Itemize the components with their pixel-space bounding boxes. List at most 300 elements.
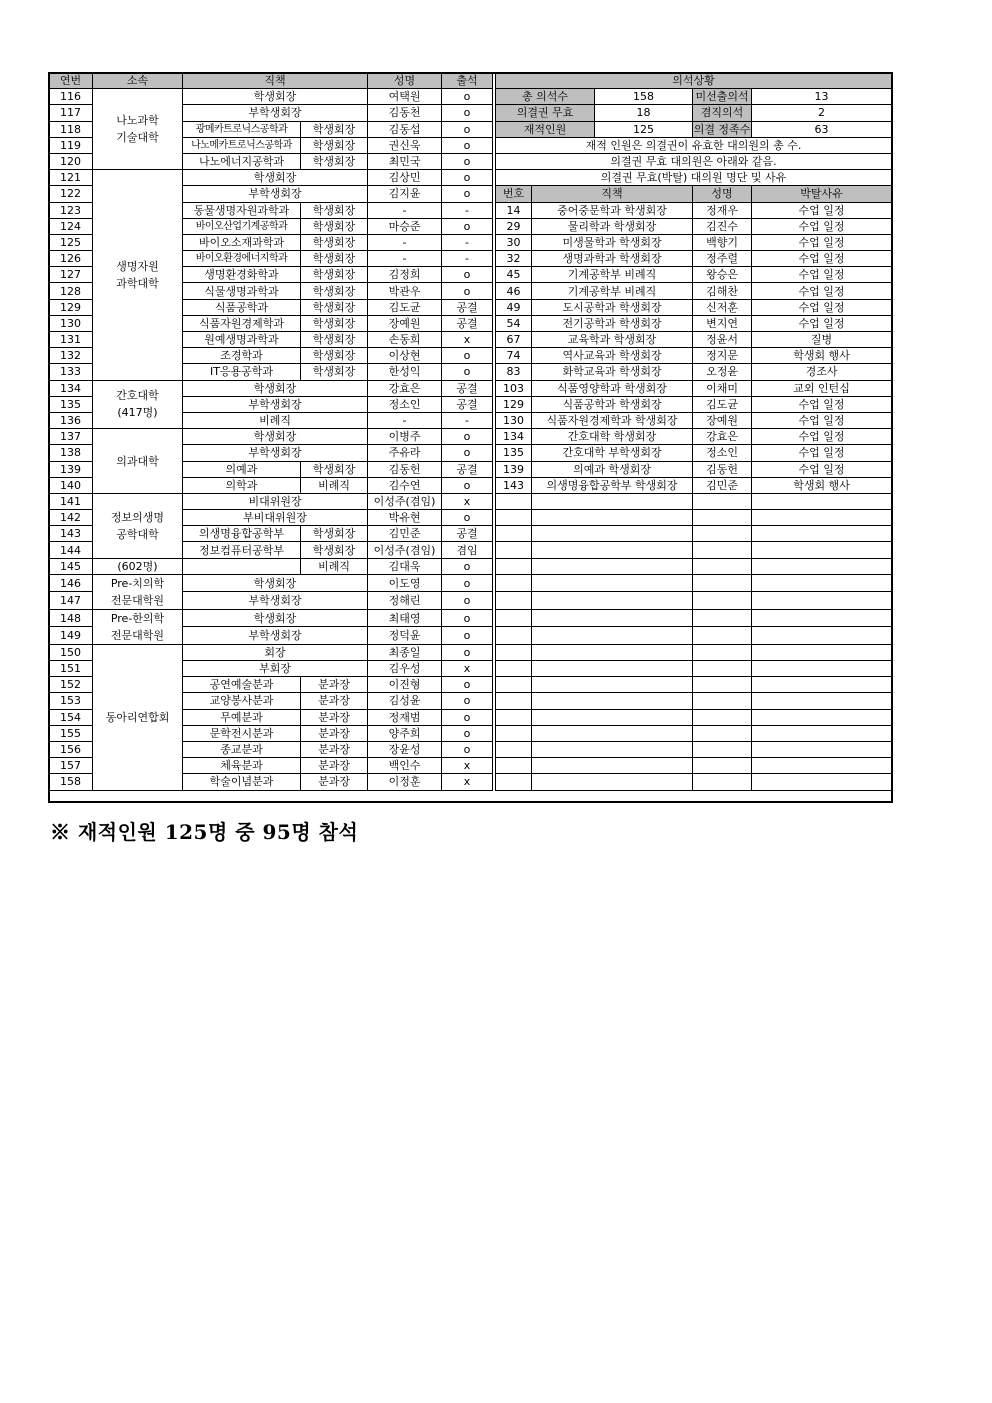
revoked-name (693, 542, 752, 558)
revoked-number (496, 677, 532, 693)
department-cell (93, 644, 183, 790)
attendance-cell: o (442, 477, 493, 493)
header-name: 성명 (368, 73, 442, 89)
revoked-reason (752, 493, 892, 509)
name-cell: 손동희 (368, 332, 442, 348)
revoked-position (532, 758, 693, 774)
revoked-position: 식품자원경제학과 학생회장 (532, 412, 693, 428)
revoked-reason (752, 542, 892, 558)
attendance-cell: o (442, 218, 493, 234)
header-num: 연번 (49, 73, 93, 89)
attendance-cell: o (442, 348, 493, 364)
revoked-number: 130 (496, 412, 532, 428)
revoked-position: 중어중문학과 학생회장 (532, 202, 693, 218)
role-cell: 학생회장 (301, 283, 368, 299)
revoked-position: 기계공학부 비례직 (532, 283, 693, 299)
revoked-reason (752, 709, 892, 725)
revoked-position: 화학교육과 학생회장 (532, 364, 693, 380)
name-cell: 최종일 (368, 644, 442, 660)
department-label-line: 정보의생명 (110, 510, 165, 524)
row-number: 116 (49, 89, 93, 105)
role-cell: 학생회장 (301, 121, 368, 137)
revoked-reason: 경조사 (752, 364, 892, 380)
row-number: 128 (49, 283, 93, 299)
revoked-reason (752, 644, 892, 660)
department-name-cell: 원예생명과학과 (183, 332, 301, 348)
department-label-line: Pre-한의학 (110, 611, 165, 625)
attendance-cell: 겸임 (442, 542, 493, 558)
attendance-cell: 공결 (442, 299, 493, 315)
revoked-position: 도시공학과 학생회장 (532, 299, 693, 315)
role-cell: 학생회장 (301, 348, 368, 364)
revoked-reason (752, 592, 892, 610)
name-cell: 한성익 (368, 364, 442, 380)
revoked-name: 정윤서 (693, 332, 752, 348)
name-cell: 김동헌 (368, 461, 442, 477)
revoked-position (532, 542, 693, 558)
row-number: 127 (49, 267, 93, 283)
row-number: 137 (49, 429, 93, 445)
name-cell: - (368, 412, 442, 428)
attendance-cell: x (442, 774, 493, 790)
attendance-cell: o (442, 186, 493, 202)
position-cell: 학생회장 (183, 89, 368, 105)
revoked-number: 103 (496, 380, 532, 396)
stat-value: 63 (752, 121, 892, 137)
revoked-number: 49 (496, 299, 532, 315)
revoked-position: 의생명융합공학부 학생회장 (532, 477, 693, 493)
revoked-reason (752, 609, 892, 627)
department-label-line: 의과대학 (116, 454, 159, 468)
position-cell: 회장 (183, 644, 368, 660)
attendance-cell: o (442, 267, 493, 283)
name-cell: 마승준 (368, 218, 442, 234)
role-cell: 학생회장 (301, 202, 368, 218)
name-cell: 정재범 (368, 709, 442, 725)
revoked-reason: 수업 일정 (752, 283, 892, 299)
attendance-cell: o (442, 429, 493, 445)
header-seat-status: 의석상황 (496, 73, 892, 89)
name-cell: 이도영 (368, 574, 442, 592)
name-cell: 김정희 (368, 267, 442, 283)
row-number: 155 (49, 725, 93, 741)
row-number: 147 (49, 592, 93, 610)
revoked-position (532, 709, 693, 725)
row-number: 151 (49, 661, 93, 677)
position-cell: 비대위원장 (183, 493, 368, 509)
attendance-cell: - (442, 234, 493, 250)
name-cell: - (368, 251, 442, 267)
department-name-cell: 바이오소재과학과 (183, 234, 301, 250)
department-name-cell (183, 558, 301, 574)
role-cell: 학생회장 (301, 526, 368, 542)
stat-value: 2 (752, 105, 892, 121)
revoked-position: 기계공학부 비례직 (532, 267, 693, 283)
revoked-reason (752, 558, 892, 574)
name-cell: 김지윤 (368, 186, 442, 202)
row-number: 139 (49, 461, 93, 477)
header-dept: 소속 (93, 73, 183, 89)
note-text: 재적 인원은 의결권이 유효한 대의원의 총 수. (496, 137, 892, 153)
revoked-position (532, 725, 693, 741)
row-number: 136 (49, 412, 93, 428)
department-name-cell: 정보컴퓨터공학부 (183, 542, 301, 558)
note-text: 의결권 무효 대의원은 아래와 같음. (496, 153, 892, 169)
attendance-cell: o (442, 693, 493, 709)
name-cell: 정덕윤 (368, 627, 442, 645)
row-number: 133 (49, 364, 93, 380)
stat-value: 125 (595, 121, 693, 137)
revoked-position (532, 526, 693, 542)
department-cell (93, 574, 183, 609)
list-header-position: 직책 (532, 186, 693, 202)
name-cell: 김민준 (368, 526, 442, 542)
revoked-name (693, 693, 752, 709)
position-cell: 부학생회장 (183, 105, 368, 121)
revoked-position: 미생물학과 학생회장 (532, 234, 693, 250)
role-cell: 학생회장 (301, 332, 368, 348)
stat-value: 13 (752, 89, 892, 105)
attendance-cell: 공결 (442, 380, 493, 396)
stat-value: 158 (595, 89, 693, 105)
attendance-cell: o (442, 105, 493, 121)
attendance-cell: o (442, 627, 493, 645)
attendance-cell: o (442, 574, 493, 592)
revoked-name: 정주렬 (693, 251, 752, 267)
revoked-number: 30 (496, 234, 532, 250)
department-label-line: 나노과학 (116, 114, 159, 128)
revoked-position (532, 574, 693, 592)
attendance-cell: 공결 (442, 315, 493, 331)
department-name-cell: 나노에너지공학과 (183, 153, 301, 169)
revoked-position (532, 741, 693, 757)
table-row (49, 493, 892, 509)
attendance-cell: o (442, 510, 493, 526)
attendance-cell: o (442, 445, 493, 461)
revoked-position: 역사교육과 학생회장 (532, 348, 693, 364)
row-number: 135 (49, 396, 93, 412)
revoked-reason: 질병 (752, 332, 892, 348)
revoked-position: 물리학과 학생회장 (532, 218, 693, 234)
revoked-reason: 수업 일정 (752, 234, 892, 250)
name-cell: 이정훈 (368, 774, 442, 790)
revoked-reason: 수업 일정 (752, 315, 892, 331)
list-header-num: 번호 (496, 186, 532, 202)
row-number: 149 (49, 627, 93, 645)
attendance-cell: 공결 (442, 461, 493, 477)
row-number: 152 (49, 677, 93, 693)
revoked-reason (752, 526, 892, 542)
revoked-name (693, 627, 752, 645)
revoked-reason: 수업 일정 (752, 218, 892, 234)
table-row (49, 609, 892, 627)
revoked-reason: 수업 일정 (752, 251, 892, 267)
row-number: 124 (49, 218, 93, 234)
revoked-number: 67 (496, 332, 532, 348)
name-cell: - (368, 234, 442, 250)
row-number: 156 (49, 741, 93, 757)
revoked-number: 74 (496, 348, 532, 364)
stat-label: 재적인원 (496, 121, 595, 137)
revoked-name: 정재우 (693, 202, 752, 218)
role-cell: 학생회장 (301, 364, 368, 380)
role-cell: 학생회장 (301, 267, 368, 283)
department-cell (93, 170, 183, 380)
position-cell: 부학생회장 (183, 445, 368, 461)
attendance-cell: o (442, 709, 493, 725)
row-number: 123 (49, 202, 93, 218)
header-row (49, 73, 892, 89)
attendance-cell: 공결 (442, 396, 493, 412)
attendance-summary: ※ 재적인원 125명 중 95명 참석 (50, 820, 359, 844)
department-name-cell: IT응용공학과 (183, 364, 301, 380)
revoked-position (532, 661, 693, 677)
revoked-number (496, 644, 532, 660)
position-cell: 학생회장 (183, 609, 368, 627)
row-number: 154 (49, 709, 93, 725)
name-cell: 김우성 (368, 661, 442, 677)
row-number: 121 (49, 170, 93, 186)
revoked-position: 간호대학 학생회장 (532, 429, 693, 445)
revoked-name: 정소인 (693, 445, 752, 461)
revoked-name: 신저훈 (693, 299, 752, 315)
header-attend: 출석 (442, 73, 493, 89)
name-cell: 김도균 (368, 299, 442, 315)
attendance-cell: x (442, 661, 493, 677)
stat-value: 18 (595, 105, 693, 121)
department-label-line: (417명) (117, 406, 158, 420)
revoked-name: 변지연 (693, 315, 752, 331)
role-cell: 분과장 (301, 774, 368, 790)
row-number: 118 (49, 121, 93, 137)
revoked-name: 김진수 (693, 218, 752, 234)
revoked-reason: 수업 일정 (752, 445, 892, 461)
role-cell: 학생회장 (301, 137, 368, 153)
name-cell: 김수연 (368, 477, 442, 493)
name-cell: 김성윤 (368, 693, 442, 709)
row-number: 157 (49, 758, 93, 774)
revoked-reason (752, 574, 892, 592)
role-cell: 분과장 (301, 741, 368, 757)
attendance-cell: - (442, 202, 493, 218)
row-number: 143 (49, 526, 93, 542)
revoked-reason (752, 661, 892, 677)
name-cell: 강효은 (368, 380, 442, 396)
revoked-name (693, 725, 752, 741)
department-name-cell: 동물생명자원과학과 (183, 202, 301, 218)
row-number: 146 (49, 574, 93, 592)
revoked-number (496, 592, 532, 610)
revoked-name (693, 574, 752, 592)
name-cell: 김동천 (368, 105, 442, 121)
attendance-cell: - (442, 412, 493, 428)
name-cell: 양주희 (368, 725, 442, 741)
role-cell: 비례직 (301, 558, 368, 574)
revoked-number (496, 493, 532, 509)
name-cell: 백인수 (368, 758, 442, 774)
attendance-cell: o (442, 137, 493, 153)
revoked-name: 왕승은 (693, 267, 752, 283)
department-extra: (602명) (93, 558, 183, 574)
revoked-reason (752, 627, 892, 645)
revoked-number (496, 741, 532, 757)
attendance-cell: 공결 (442, 526, 493, 542)
department-label-line: 전문대학원 (110, 628, 165, 642)
attendance-cell: o (442, 121, 493, 137)
revoked-number (496, 526, 532, 542)
department-name-cell: 식품공학과 (183, 299, 301, 315)
row-number: 138 (49, 445, 93, 461)
name-cell: 여택원 (368, 89, 442, 105)
revoked-number: 46 (496, 283, 532, 299)
revoked-reason: 학생회 행사 (752, 348, 892, 364)
revoked-position (532, 609, 693, 627)
revoked-name (693, 493, 752, 509)
list-header-name: 성명 (693, 186, 752, 202)
position-cell: 학생회장 (183, 574, 368, 592)
revoked-number: 14 (496, 202, 532, 218)
row-number: 131 (49, 332, 93, 348)
role-cell: 학생회장 (301, 461, 368, 477)
revoked-name (693, 677, 752, 693)
role-cell: 학생회장 (301, 299, 368, 315)
revoked-position (532, 493, 693, 509)
name-cell: 최태영 (368, 609, 442, 627)
row-number: 129 (49, 299, 93, 315)
name-cell: 이상현 (368, 348, 442, 364)
revoked-position (532, 677, 693, 693)
role-cell: 학생회장 (301, 153, 368, 169)
attendance-cell: x (442, 758, 493, 774)
revoked-position (532, 510, 693, 526)
row-number: 144 (49, 542, 93, 558)
department-name-cell: 종교분과 (183, 741, 301, 757)
department-label-line: 생명자원 (116, 259, 159, 273)
department-name-cell: 문학전시분과 (183, 725, 301, 741)
revoked-position (532, 627, 693, 645)
revoked-reason: 수업 일정 (752, 202, 892, 218)
revoked-name (693, 510, 752, 526)
attendance-cell: x (442, 493, 493, 509)
position-cell: 학생회장 (183, 429, 368, 445)
row-number: 140 (49, 477, 93, 493)
revoked-name: 이채미 (693, 380, 752, 396)
department-name-cell: 바이오환경에너지학과 (183, 251, 301, 267)
revoked-name (693, 741, 752, 757)
stat-label: 총 의석수 (496, 89, 595, 105)
row-number: 117 (49, 105, 93, 121)
department-cell (93, 89, 183, 170)
revoked-position: 식품공학과 학생회장 (532, 396, 693, 412)
revoked-number: 134 (496, 429, 532, 445)
department-label-line: 공학대학 (116, 527, 159, 541)
revoked-reason (752, 741, 892, 757)
position-cell: 부학생회장 (183, 592, 368, 610)
attendance-cell: o (442, 170, 493, 186)
department-cell (93, 380, 183, 429)
name-cell: 주유라 (368, 445, 442, 461)
department-name-cell: 식품자원경제학과 (183, 315, 301, 331)
revoked-name (693, 709, 752, 725)
row-number: 120 (49, 153, 93, 169)
revoked-reason: 수업 일정 (752, 412, 892, 428)
attendance-cell: - (442, 251, 493, 267)
role-cell: 분과장 (301, 709, 368, 725)
table-row (49, 429, 892, 445)
revoked-position (532, 693, 693, 709)
attendance-cell: o (442, 364, 493, 380)
name-cell: 이성주(겸임) (368, 493, 442, 509)
position-cell: 부회장 (183, 661, 368, 677)
revoked-reason: 교외 인턴십 (752, 380, 892, 396)
table-row (49, 380, 892, 396)
revoked-number: 45 (496, 267, 532, 283)
revoked-reason: 학생회 행사 (752, 477, 892, 493)
role-cell: 분과장 (301, 758, 368, 774)
name-cell: 정해린 (368, 592, 442, 610)
department-name-cell: 의예과 (183, 461, 301, 477)
revoked-number: 29 (496, 218, 532, 234)
position-cell: 부학생회장 (183, 396, 368, 412)
department-label-line: 전문대학원 (110, 593, 165, 607)
revoked-position (532, 592, 693, 610)
row-number: 122 (49, 186, 93, 202)
revoked-name (693, 526, 752, 542)
revoked-position (532, 644, 693, 660)
department-name-cell: 체육분과 (183, 758, 301, 774)
revoked-name: 김해찬 (693, 283, 752, 299)
name-cell: 최민국 (368, 153, 442, 169)
role-cell: 학생회장 (301, 315, 368, 331)
attendance-cell: o (442, 644, 493, 660)
position-cell: 비례직 (183, 412, 368, 428)
name-cell: 김동섭 (368, 121, 442, 137)
name-cell: 이성주(겸임) (368, 542, 442, 558)
department-name-cell: 의생명융합공학부 (183, 526, 301, 542)
position-cell: 부학생회장 (183, 627, 368, 645)
department-label-line: 기술대학 (116, 131, 159, 145)
name-cell: 김상민 (368, 170, 442, 186)
revoked-position: 전기공학과 학생회장 (532, 315, 693, 331)
department-name-cell: 공연예술분과 (183, 677, 301, 693)
department-label-line: 간호대학 (116, 389, 159, 403)
attendance-cell: o (442, 283, 493, 299)
role-cell: 분과장 (301, 693, 368, 709)
revoked-number (496, 693, 532, 709)
row-number: 130 (49, 315, 93, 331)
department-name-cell: 나노메카트로닉스공학과 (183, 137, 301, 153)
revoked-name: 장예원 (693, 412, 752, 428)
revoked-name (693, 661, 752, 677)
department-name-cell: 생명환경화학과 (183, 267, 301, 283)
table-row (49, 89, 892, 105)
name-cell: 박관우 (368, 283, 442, 299)
department-name-cell: 조경학과 (183, 348, 301, 364)
row-number: 158 (49, 774, 93, 790)
revoked-number: 139 (496, 461, 532, 477)
row-number: 148 (49, 609, 93, 627)
role-cell: 분과장 (301, 677, 368, 693)
revoked-number (496, 725, 532, 741)
revoked-number (496, 574, 532, 592)
row-number: 134 (49, 380, 93, 396)
department-name-cell: 무예분과 (183, 709, 301, 725)
attendance-cell: o (442, 609, 493, 627)
department-name-cell: 식물생명과학과 (183, 283, 301, 299)
attendance-cell: o (442, 592, 493, 610)
revoked-number: 129 (496, 396, 532, 412)
role-cell: 학생회장 (301, 542, 368, 558)
